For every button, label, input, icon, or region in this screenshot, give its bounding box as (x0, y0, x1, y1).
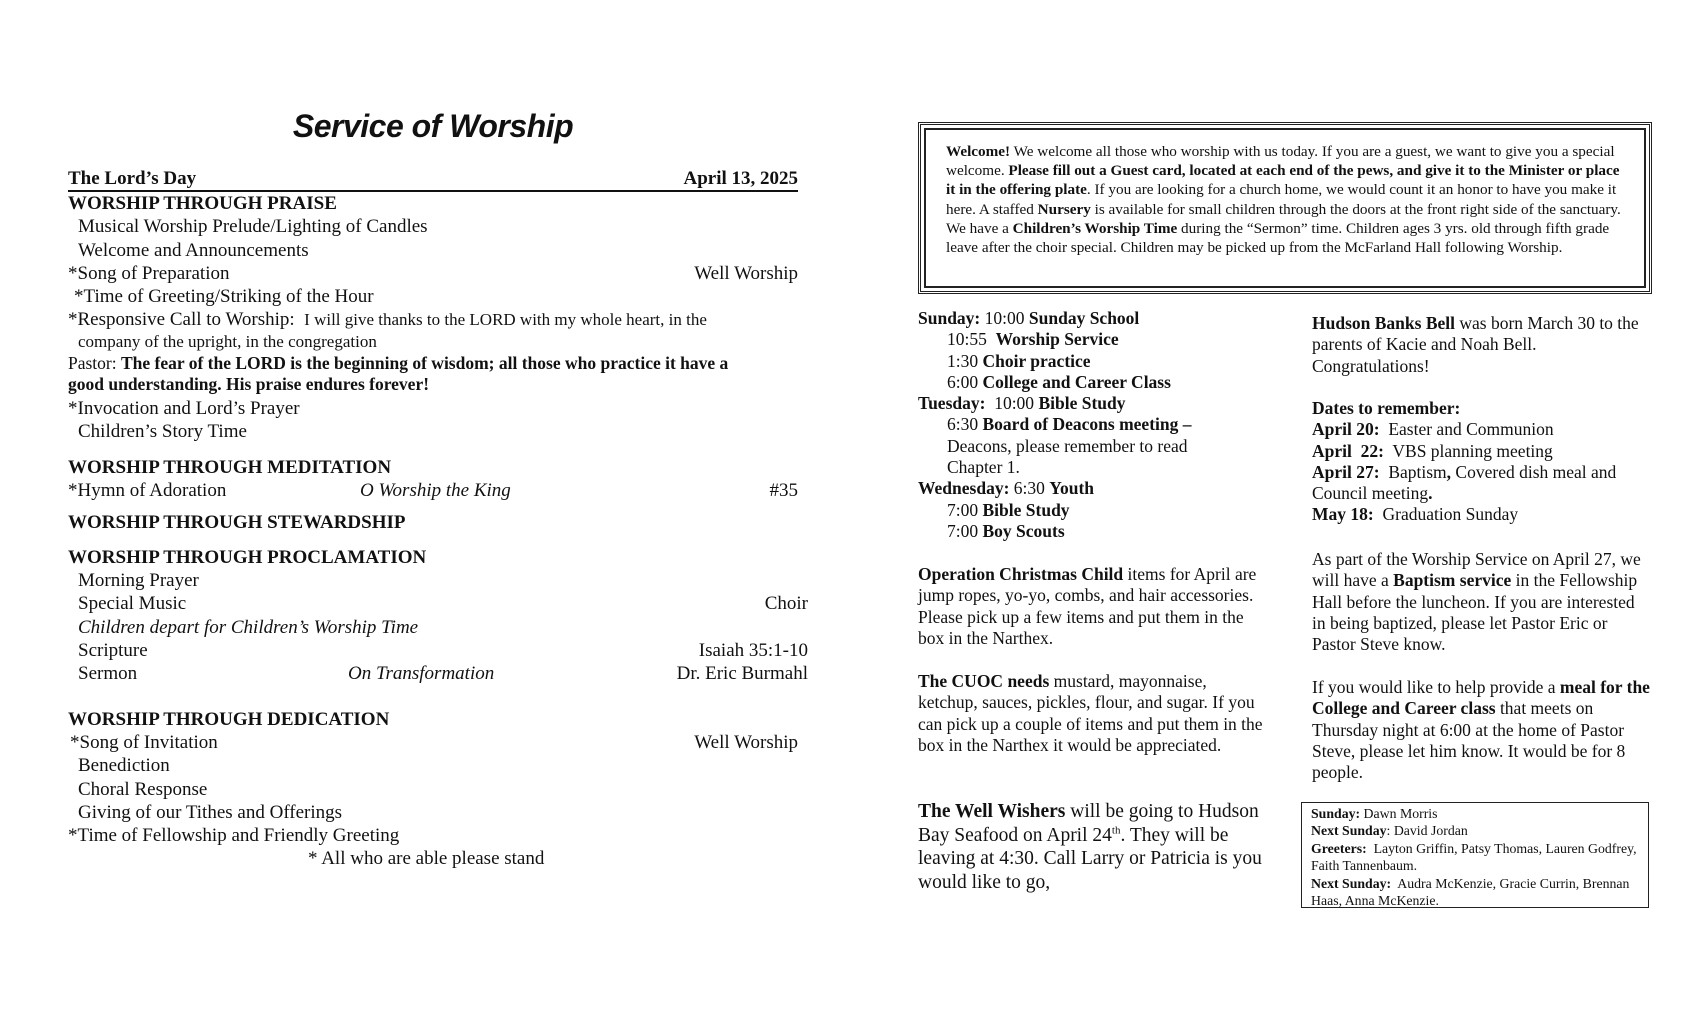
fellowship-item: *Time of Fellowship and Friendly Greeting (68, 825, 400, 846)
cuoc-heading: The CUOC needs (918, 671, 1050, 691)
date-text: Baptism (1379, 461, 1447, 482)
hymn-item (68, 479, 798, 502)
time: 6:00 (947, 371, 979, 392)
time: 10:00 (984, 308, 1025, 328)
date-text: Graduation Sunday (1373, 504, 1519, 525)
date-label: April 22: (1312, 440, 1384, 461)
schedule-wednesday-3 (918, 521, 1263, 542)
baptism-text: As part of the Worship Service on April 27, we will have a (1312, 549, 1641, 591)
dates-heading: Dates to remember: (1312, 398, 1461, 418)
welcome-heading: Welcome! (946, 143, 1011, 160)
special-music-label: Special Music (78, 593, 187, 614)
schedule-sunday-2 (918, 329, 1263, 350)
invitation-label: *Song of Invitation (70, 732, 218, 753)
birth-announcement (1312, 313, 1652, 377)
scripture-label: Scripture (78, 640, 148, 661)
call-to-worship-text-2: company of the upright, in the congregation (78, 332, 377, 351)
section-heading-praise: WORSHIP THROUGH PRAISE (68, 193, 337, 214)
schedule-sunday-4 (918, 372, 1263, 393)
call-to-worship-text: I will give thanks to the LORD with my whole heart, in the (304, 310, 707, 329)
roster-next-greeters (1311, 875, 1640, 910)
time: 6:30 (1013, 478, 1045, 499)
roster-greeters (1311, 840, 1640, 875)
choral-response-item: Choral Response (78, 779, 208, 800)
prelude-item: Musical Worship Prelude/Lighting of Candles (78, 216, 428, 237)
welcome-box (918, 122, 1652, 294)
hymn-number: #35 (769, 480, 798, 501)
welcome-text-c: is available for small children through the doors at the front right side of the sanctuary. We have a (946, 200, 1621, 237)
event: Boy Scouts (982, 520, 1065, 541)
date-label: April 27: (1312, 461, 1380, 482)
sermon-title: On Transformation (348, 663, 495, 684)
time: 10:00 (994, 393, 1035, 414)
dates-to-remember (1312, 398, 1652, 526)
event: Bible Study (982, 499, 1070, 520)
morning-prayer-item: Morning Prayer (78, 570, 199, 591)
well-wishers-text: will be going to Hudson Bay Seafood on April 24 (918, 801, 1259, 846)
roster-names: : David Jordan (1386, 823, 1468, 839)
weekly-schedule (918, 308, 1263, 542)
schedule-sunday-3 (918, 351, 1263, 372)
call-to-worship-item (68, 308, 798, 331)
sunday-label: Sunday: (918, 308, 981, 328)
section-heading-stewardship: WORSHIP THROUGH STEWARDSHIP (68, 512, 406, 533)
occ-heading: Operation Christmas Child (918, 564, 1124, 584)
meal-text-2: that meets on Thursday night at 6:00 at the home of Pastor Steve, please let him know. It would be for 8 people. (1312, 698, 1626, 783)
pastor-response-text: The fear of the LORD is the beginning of wisdom; all those who practice it have a (121, 353, 729, 373)
pastor-label: Pastor: (68, 353, 117, 373)
occ-text: items for April are jump ropes, yo-yo, combs, and hair accessories. Please pick up a few items and put them in the box in the Narthex. (918, 564, 1257, 648)
well-wishers-text-2: . They will be leaving at 4:30. Call Larry or Patricia is you would like to go, (918, 824, 1262, 893)
roster-sunday (1311, 805, 1640, 822)
children-depart-note: Children depart for Children’s Worship Time (78, 617, 419, 638)
stand-note: * All who are able please stand (308, 848, 545, 869)
date-item (1312, 441, 1652, 462)
roster-label: Next Sunday: (1311, 875, 1392, 891)
duty-roster-box (1301, 802, 1649, 908)
roster-names: Layton Griffin, Patsy Thomas, Lauren Godfrey, Faith Tannenbaum. (1311, 840, 1640, 874)
song-preparation-source: Well Worship (694, 263, 798, 284)
schedule-wednesday-1 (918, 478, 1263, 499)
welcome-text (924, 128, 1646, 288)
service-date: April 13, 2025 (683, 168, 798, 189)
roster-names: Audra McKenzie, Gracie Currin, Brennan Haas, Anna McKenzie. (1311, 875, 1633, 909)
roster-label: Greeters: (1311, 840, 1367, 856)
call-to-worship-label: *Responsive Call to Worship: (68, 309, 295, 330)
ordinal-suffix: th (1111, 824, 1121, 836)
event: Bible Study (1038, 393, 1126, 414)
sermon-speaker: Dr. Eric Burmahl (676, 663, 808, 684)
day-label: The Lord’s Day (68, 168, 197, 189)
schedule-tuesday-1 (918, 393, 1263, 414)
welcome-text-d: during the “Sermon” time. Children ages 3 yrs. old through fifth grade leave after the choir special. Children may be picked up from the McFarland Hall following Worship. (946, 219, 1610, 257)
schedule-wednesday-2 (918, 500, 1263, 521)
page-title: Service of Worship (292, 108, 574, 144)
schedule-sunday-1 (918, 308, 1263, 329)
event: Choir practice (982, 350, 1091, 371)
section-heading-meditation: WORSHIP THROUGH MEDITATION (68, 457, 392, 478)
date-item (1312, 419, 1652, 440)
time: 10:55 (947, 329, 987, 350)
date-text-2: Covered dish meal and Council meeting (1312, 461, 1617, 504)
guest-card-instruction: Please fill out a Guest card, located at each end of the pews, and give it to the Minister or place it in the offering plate (946, 162, 1620, 199)
childrens-worship-label: Children’s Worship Time (1012, 219, 1178, 237)
date-item (1312, 504, 1652, 525)
song-preparation-label: *Song of Preparation (68, 263, 230, 284)
pastor-response (68, 353, 798, 374)
roster-label: Next Sunday (1311, 823, 1387, 839)
time: 1:30 (947, 350, 979, 371)
wednesday-label: Wednesday: (918, 478, 1010, 499)
time: 7:00 (947, 499, 979, 520)
welcome-item: Welcome and Announcements (78, 240, 309, 261)
tuesday-label: Tuesday: (918, 393, 986, 414)
meal-text: If you would like to help provide a (1312, 677, 1560, 697)
invitation-item (68, 731, 798, 754)
time: 7:00 (947, 520, 979, 541)
hymn-title: O Worship the King (360, 480, 511, 501)
hymn-label: *Hymn of Adoration (68, 480, 227, 501)
date-label: May 18: (1312, 504, 1374, 525)
schedule-tuesday-note: Deacons, please remember to read (947, 435, 1188, 456)
song-preparation-item (68, 262, 798, 285)
roster-names: Dawn Morris (1360, 806, 1438, 821)
baptism-service-label: Baptism service (1393, 570, 1512, 591)
scripture-item (68, 639, 808, 662)
event: Sunday School (1028, 308, 1140, 328)
welcome-text-b: . If you are looking for a church home, we would count it an honor to have you make it here. A staffed (946, 181, 1617, 218)
schedule-tuesday-note-2: Chapter 1. (947, 457, 1020, 478)
welcome-text-a: We welcome all those who worship with us today. If you are a guest, we want to give you a special welcome. (946, 143, 1615, 180)
children-story-item: Children’s Story Time (78, 421, 247, 442)
well-wishers-notice (918, 800, 1263, 894)
roster-label: Sunday: (1311, 806, 1361, 821)
invitation-source: Well Worship (694, 732, 798, 753)
scripture-reference: Isaiah 35:1-10 (698, 640, 808, 661)
meal-heading: meal for the College and Career class (1312, 677, 1650, 719)
invocation-item: *Invocation and Lord’s Prayer (68, 398, 300, 419)
event: College and Career Class (982, 371, 1171, 392)
sermon-label: Sermon (78, 663, 138, 684)
nursery-label: Nursery (1037, 200, 1091, 218)
special-music-item (68, 592, 808, 615)
time: 6:30 (947, 414, 979, 435)
schedule-tuesday-2 (918, 414, 1263, 435)
event: Worship Service (995, 329, 1119, 350)
section-heading-proclamation: WORSHIP THROUGH PROCLAMATION (68, 547, 427, 568)
section-heading-dedication: WORSHIP THROUGH DEDICATION (68, 709, 390, 730)
benediction-item: Benediction (78, 755, 170, 776)
meal-notice (1312, 677, 1652, 783)
birth-text: was born March 30 to the parents of Kacie and Noah Bell. Congratulations! (1312, 313, 1639, 376)
baptism-notice (1312, 549, 1652, 655)
date-label: April 20: (1312, 419, 1380, 440)
date-item: April 27: Baptism, Covered dish meal and Council meeting. (1312, 461, 1617, 504)
baby-name: Hudson Banks Bell (1312, 313, 1455, 333)
pastor-response-text-2: good understanding. His praise endures forever! (68, 374, 430, 394)
giving-item: Giving of our Tithes and Offerings (78, 802, 343, 823)
roster-next-sunday (1311, 822, 1640, 839)
special-music-performer: Choir (764, 593, 808, 614)
cuoc-text: mustard, mayonnaise, ketchup, sauces, pickles, flour, and sugar. If you can pick up a couple of items and put them in the box in the Narthex it would be appreciated. (918, 671, 1263, 755)
greeting-item: *Time of Greeting/Striking of the Hour (74, 286, 374, 307)
date-text: Easter and Communion (1379, 419, 1554, 440)
date-text: VBS planning meeting (1383, 440, 1553, 461)
operation-christmas-child-notice (918, 564, 1263, 649)
event: Board of Deacons meeting – (982, 414, 1192, 435)
baptism-text-2: in the Fellowship Hall before the luncheon. If you are interested in being baptized, please let Pastor Eric or Pastor Steve know. (1312, 570, 1638, 655)
cuoc-notice (918, 671, 1263, 756)
sermon-item (68, 662, 808, 685)
well-wishers-heading: The Well Wishers (918, 801, 1066, 822)
date-line (68, 168, 798, 192)
event: Youth (1049, 478, 1095, 499)
